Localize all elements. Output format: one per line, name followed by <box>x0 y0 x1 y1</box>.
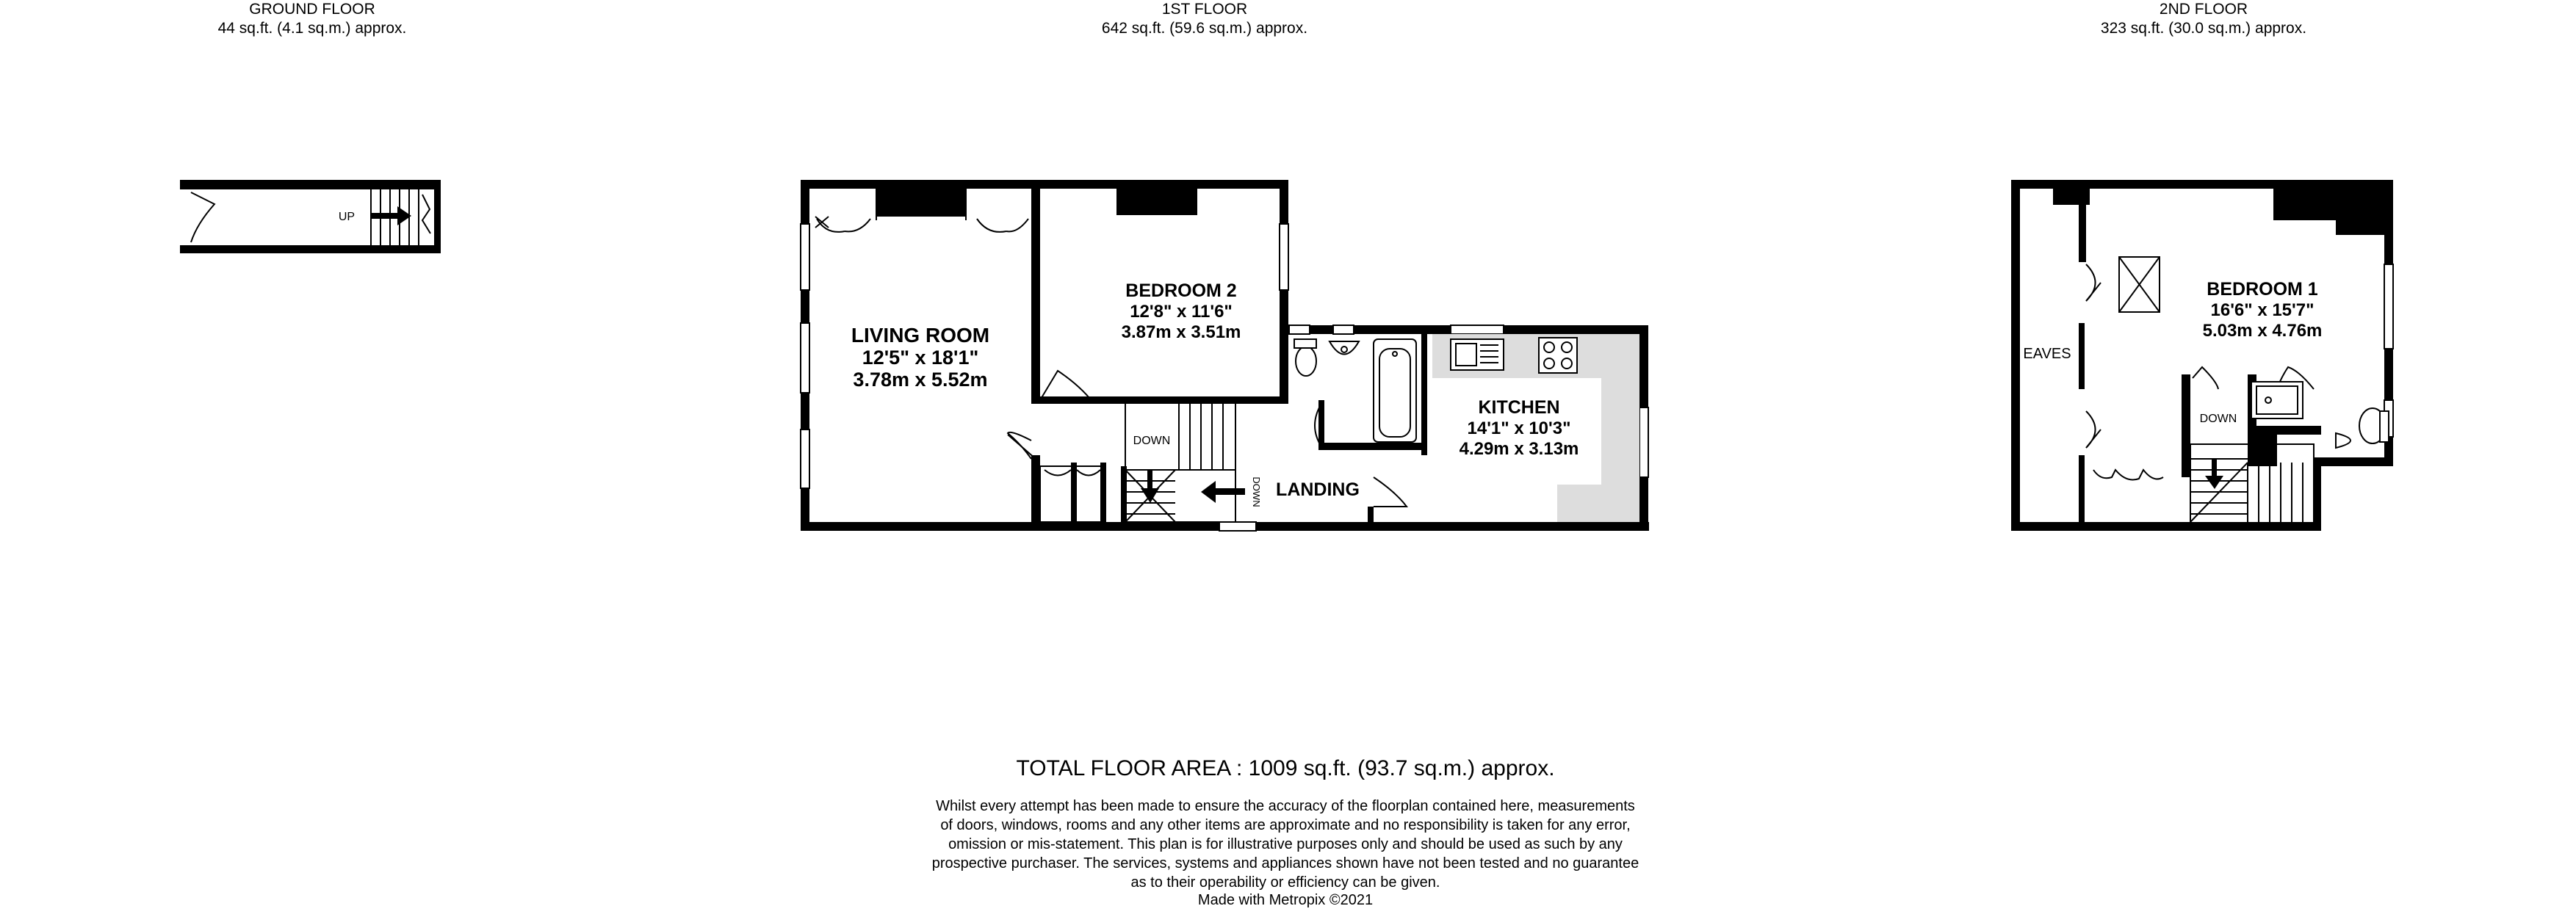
bathroom-fixtures <box>1294 339 1416 442</box>
stairs-down-arrow <box>1141 470 1159 503</box>
landing-label: LANDING <box>1276 479 1360 500</box>
chimney-breast-living <box>876 189 966 217</box>
kitchen-sink <box>1451 339 1504 370</box>
disclaimer-line: omission or mis-statement. This plan is for illustrative purposes only and should be used as such by any <box>948 836 1623 852</box>
living-room-metric: 3.78m x 5.52m <box>853 369 988 391</box>
room-label-bedroom2 <box>1122 280 1241 342</box>
bedroom2-name: BEDROOM 2 <box>1125 280 1237 301</box>
first-floor-name: 1ST FLOOR <box>1161 1 1248 18</box>
room-label-bedroom1 <box>2203 279 2323 341</box>
credit-line: Made with Metropix ©2021 <box>1197 892 1374 908</box>
disclaimer-line: of doors, windows, rooms and any other items are approximate and no responsibility is taken for any error, <box>940 817 1631 833</box>
first-floor-stairs <box>1125 400 1235 522</box>
ground-floor-plan <box>176 180 441 253</box>
kitchen-name: KITCHEN <box>1478 397 1560 418</box>
landing-down-arrow <box>1201 481 1245 503</box>
room-label-living <box>851 324 989 391</box>
second-down-arrow <box>2205 459 2223 489</box>
ground-floor-area: 44 sq.ft. (4.1 sq.m.) approx. <box>217 20 407 37</box>
living-room-imperial: 12'5" x 18'1" <box>862 347 979 369</box>
first-down-label: DOWN <box>1133 435 1171 447</box>
ground-up-label: UP <box>338 211 356 223</box>
kitchen-imperial: 14'1" x 10'3" <box>1467 418 1571 438</box>
disclaimer-line: prospective purchaser. The services, systems and appliances shown have not been tested and no guarantee <box>931 855 1639 871</box>
disclaimer <box>845 797 1726 892</box>
first-down-vertical-label: DOWN <box>1251 476 1262 507</box>
bedroom2-imperial: 12'8" x 11'6" <box>1130 302 1233 322</box>
disclaimer-line: Whilst every attempt has been made to ensure the accuracy of the floorplan contained here, measurements <box>936 798 1635 814</box>
bedroom1-metric: 5.03m x 4.76m <box>2202 321 2323 341</box>
eaves-label: EAVES <box>2023 346 2071 362</box>
living-room-name: LIVING ROOM <box>851 324 990 347</box>
bedroom1-imperial: 16'6" x 15'7" <box>2210 300 2315 320</box>
second-down-label: DOWN <box>2199 413 2237 425</box>
bedroom1-name: BEDROOM 1 <box>2207 279 2318 300</box>
total-floor-area: TOTAL FLOOR AREA : 1009 sq.ft. (93.7 sq.m.) approx. <box>1016 756 1555 780</box>
disclaimer-line: as to their operability or efficiency can be given. <box>1130 874 1440 891</box>
room-label-kitchen <box>1460 397 1579 459</box>
second-floor-area: 323 sq.ft. (30.0 sq.m.) approx. <box>2100 20 2307 37</box>
chimney-breast-bedroom1 <box>2273 189 2384 235</box>
skylight <box>2119 257 2160 312</box>
ground-floor-name: GROUND FLOOR <box>249 1 375 18</box>
first-floor-area: 642 sq.ft. (59.6 sq.m.) approx. <box>1101 20 1308 37</box>
second-floor-plan <box>2011 180 2393 531</box>
bedroom2-metric: 3.87m x 3.51m <box>1121 322 1241 342</box>
kitchen-metric: 4.29m x 3.13m <box>1459 439 1579 459</box>
second-floor-name: 2ND FLOOR <box>2159 1 2248 18</box>
kitchen-hob <box>1539 338 1577 373</box>
chimney-breast-bedroom2 <box>1116 189 1197 215</box>
